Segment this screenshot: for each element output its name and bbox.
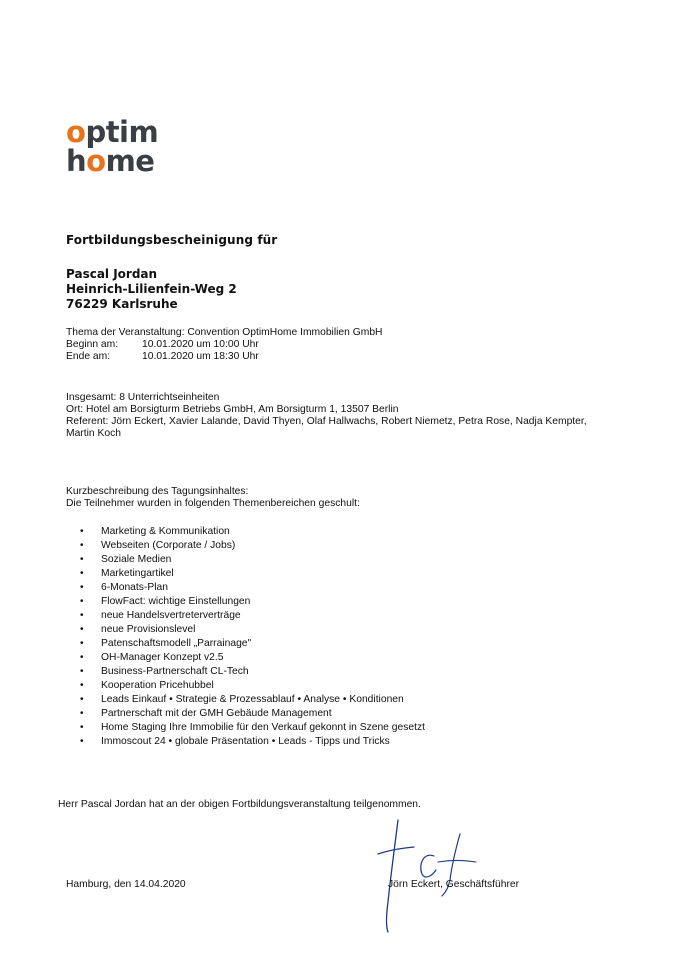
logo-line-optim <box>66 115 176 149</box>
optimhome-logo <box>66 115 176 178</box>
recipient-name: Pascal Jordan <box>66 267 158 281</box>
logo-text-ptim: ptim <box>85 115 159 149</box>
logo-accent-o: o <box>66 115 86 149</box>
list-item: • Marketing & Kommunikation <box>80 525 425 539</box>
handwritten-signature <box>372 812 482 934</box>
list-item: • Patenschaftsmodell „Parrainage" <box>80 637 425 651</box>
list-item: • Marketingartikel <box>80 567 425 581</box>
certificate-title: Fortbildungsbescheinigung für <box>66 233 278 247</box>
list-item: • Leads Einkauf • Strategie & Prozessablauf • Analyse • Konditionen <box>80 693 425 707</box>
logo-accent-o2: o <box>86 144 106 178</box>
recipient-city: 76229 Karlsruhe <box>66 297 178 311</box>
begin-label: Beginn am: <box>66 339 119 350</box>
begin-value: 10.01.2020 um 10:00 Uhr <box>142 339 259 350</box>
list-item: • Partnerschaft mit der GMH Gebäude Management <box>80 707 425 721</box>
recipient-street: Heinrich-Lilienfein-Weg 2 <box>66 282 237 296</box>
list-item: • Kooperation Pricehubbel <box>80 679 425 693</box>
event-topic: Thema der Veranstaltung: Convention OptimHome Immobilien GmbH <box>66 327 383 338</box>
event-info <box>66 327 626 363</box>
list-item: • OH-Manager Konzept v2.5 <box>80 651 425 665</box>
recipient-address <box>66 267 237 312</box>
speakers: Referent: Jörn Eckert, Xavier Lalande, David Thyen, Olaf Hallwachs, Robert Niemetz, Petra Rose, Nadja Kempter, Martin Koch <box>66 416 587 439</box>
event-begin-row <box>66 339 626 351</box>
end-value: 10.01.2020 um 18:30 Uhr <box>142 351 259 362</box>
summary-title: Kurzbeschreibung des Tagungsinhaltes: <box>66 486 249 497</box>
list-item: • Immoscout 24 • globale Präsentation • Leads - Tipps und Tricks <box>80 735 425 749</box>
list-item: • neue Provisionslevel <box>80 623 425 637</box>
list-item: • Business-Partnerschaft CL-Tech <box>80 665 425 679</box>
list-item: • Home Staging Ihre Immobilie für den Verkauf gekonnt in Szene gesetzt <box>80 721 425 735</box>
logo-line-home <box>66 144 176 178</box>
summary-intro-text: Die Teilnehmer wurden in folgenden Themenbereichen geschult: <box>66 498 360 509</box>
list-item: • Webseiten (Corporate / Jobs) <box>80 539 425 553</box>
place-date: Hamburg, den 14.04.2020 <box>66 879 186 890</box>
teaching-units: Insgesamt: 8 Unterrichtseinheiten <box>66 392 220 403</box>
list-item: • FlowFact: wichtige Einstellungen <box>80 595 425 609</box>
topic-list <box>80 525 425 749</box>
signer-name: Jörn Eckert, Geschäftsführer <box>388 879 520 890</box>
list-item: • neue Handelsvertreterverträge <box>80 609 425 623</box>
logo-text-h: h <box>66 144 87 178</box>
event-location: Ort: Hotel am Borsigturm Betriebs GmbH, Am Borsigturm 1, 13507 Berlin <box>66 404 399 415</box>
event-end-row <box>66 351 626 363</box>
list-item: • Soziale Medien <box>80 553 425 567</box>
summary-intro <box>66 486 626 510</box>
event-details <box>66 392 611 440</box>
end-label: Ende am: <box>66 351 111 362</box>
participation-statement: Herr Pascal Jordan hat an der obigen Fortbildungsveranstaltung teilgenommen. <box>58 799 421 810</box>
logo-text-me: me <box>105 144 155 178</box>
list-item: • 6-Monats-Plan <box>80 581 425 595</box>
